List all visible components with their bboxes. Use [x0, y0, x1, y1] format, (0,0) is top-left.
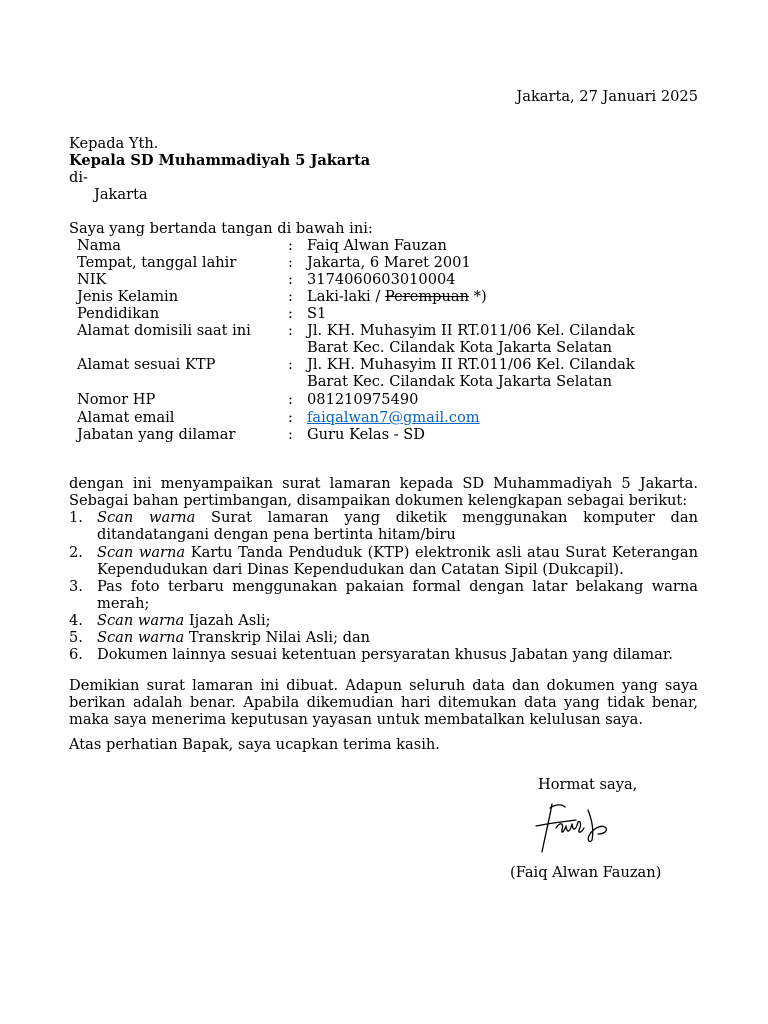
field-label: Tempat, tanggal lahir	[77, 254, 237, 271]
signer-name: (Faiq Alwan Fauzan)	[510, 864, 662, 881]
field-value: S1	[307, 305, 327, 322]
field-ttl	[77, 254, 717, 271]
field-value-line2: Barat Kec. Cilandak Kota Jakarta Selatan	[307, 339, 613, 356]
list-line: ditandatangani dengan pena bertinta hitam/biru	[97, 526, 456, 543]
field-label: Alamat email	[77, 409, 175, 426]
field-label: Nama	[77, 237, 122, 254]
body-line: dengan ini menyampaikan surat lamaran kepada SD Muhammadiyah 5 Jakarta.	[69, 475, 698, 492]
field-label: Nomor HP	[77, 391, 156, 408]
field-label: Alamat domisili saat ini	[77, 322, 251, 339]
field-nik	[77, 271, 717, 288]
field-colon: :	[288, 237, 293, 254]
field-value: Jakarta, 6 Maret 2001	[307, 254, 471, 271]
field-label: NIK	[77, 271, 107, 288]
list-line: Dokumen lainnya sesuai ketentuan persyaratan khusus Jabatan yang dilamar.	[97, 646, 673, 663]
field-value: Faiq Alwan Fauzan	[307, 237, 447, 254]
field-value: Guru Kelas - SD	[307, 426, 425, 443]
recipient-city: Jakarta	[94, 186, 148, 203]
field-colon: :	[288, 305, 293, 322]
scan-warna-text: Scan warna	[97, 544, 186, 561]
field-pendidikan	[77, 305, 717, 322]
field-colon: :	[288, 391, 293, 408]
list-number: 6.	[69, 646, 83, 663]
field-value	[307, 288, 487, 305]
field-nama	[77, 237, 717, 254]
closing-line: Demikian surat lamaran ini dibuat. Adapun seluruh data dan dokumen yang saya	[69, 677, 698, 694]
intro-text: Saya yang bertanda tangan di bawah ini:	[69, 220, 373, 237]
field-colon: :	[288, 288, 293, 305]
field-label: Pendidikan	[77, 305, 160, 322]
closing-line: maka saya menerima keputusan yayasan untuk membatalkan kelulusan saya.	[69, 711, 643, 728]
field-nomor-hp	[77, 391, 717, 408]
email-link[interactable]: faiqalwan7@gmail.com	[307, 409, 480, 426]
field-value-line2: Barat Kec. Cilandak Kota Jakarta Selatan	[307, 373, 613, 390]
signature-image	[532, 798, 616, 856]
gender-note: *)	[469, 288, 487, 305]
closing-paragraph	[69, 677, 698, 728]
field-colon: :	[288, 254, 293, 271]
field-colon: :	[288, 426, 293, 443]
body-paragraph	[69, 475, 698, 509]
list-number: 4.	[69, 612, 83, 629]
date-line: Jakarta, 27 Januari 2025	[516, 88, 698, 105]
scan-warna-text: Scan warna	[97, 612, 185, 629]
list-line: Scan warna Kartu Tanda Penduduk (KTP) elektronik asli atau Surat Keterangan	[97, 544, 698, 561]
list-line: merah;	[97, 595, 150, 612]
recipient-name: Kepala SD Muhammadiyah 5 Jakarta	[69, 152, 371, 169]
body-line: Sebagai bahan pertimbangan, disampaikan dokumen kelengkapan sebagai berikut:	[69, 492, 688, 509]
field-value-line1: Jl. KH. Muhasyim II RT.011/06 Kel. Cilandak	[307, 356, 635, 373]
field-value: 3174060603010004	[307, 271, 456, 288]
field-domisili	[77, 322, 717, 356]
thanks-text: Atas perhatian Bapak, saya ucapkan terima kasih.	[69, 736, 440, 753]
list-line: Scan warna Ijazah Asli;	[97, 612, 271, 629]
list-line: Kependudukan dari Dinas Kependudukan dan Catatan Sipil (Dukcapil).	[97, 561, 624, 578]
field-jenis-kelamin	[77, 288, 717, 305]
field-colon: :	[288, 271, 293, 288]
field-value: 081210975490	[307, 391, 419, 408]
field-email	[77, 409, 717, 426]
scan-warna-text: Scan warna	[97, 629, 185, 646]
field-colon: :	[288, 322, 293, 339]
list-number: 1.	[69, 509, 83, 526]
gender-selected: Laki-laki /	[307, 288, 385, 305]
gender-struck: Perempuan	[384, 288, 470, 305]
field-label: Jenis Kelamin	[77, 288, 179, 305]
signoff-text: Hormat saya,	[538, 776, 638, 793]
field-alamat-ktp	[77, 356, 717, 390]
list-line: Scan warna Transkrip Nilai Asli; dan	[97, 629, 371, 646]
list-line: Scan warna Surat lamaran yang diketik menggunakan komputer dan	[97, 509, 698, 526]
field-jabatan	[77, 426, 717, 443]
recipient-di: di-	[69, 169, 88, 186]
list-line: Pas foto terbaru menggunakan pakaian formal dengan latar belakang warna	[97, 578, 698, 595]
field-label: Jabatan yang dilamar	[77, 426, 236, 443]
field-label: Alamat sesuai KTP	[77, 356, 216, 373]
field-colon: :	[288, 409, 293, 426]
list-number: 3.	[69, 578, 83, 595]
list-number: 5.	[69, 629, 83, 646]
scan-warna-text: Scan warna	[97, 509, 196, 526]
closing-line: berikan adalah benar. Apabila dikemudian hari ditemukan data yang tidak benar,	[69, 694, 698, 711]
field-colon: :	[288, 356, 293, 373]
list-number: 2.	[69, 544, 83, 561]
field-value-line1: Jl. KH. Muhasyim II RT.011/06 Kel. Cilandak	[307, 322, 635, 339]
recipient-to: Kepada Yth.	[69, 135, 159, 152]
